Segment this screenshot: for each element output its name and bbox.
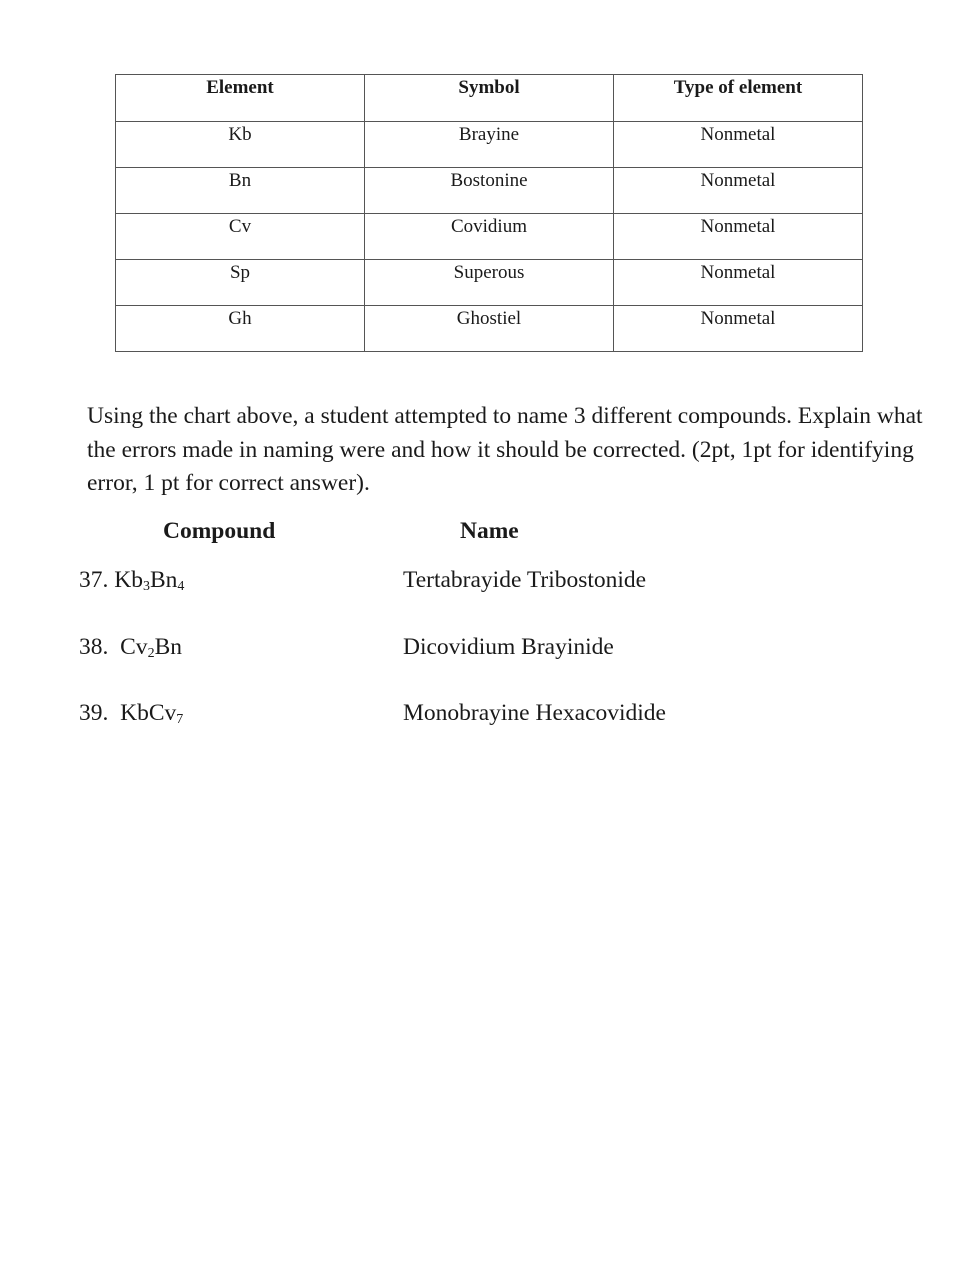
compound-name-38: Dicovidium Brayinide — [403, 634, 614, 660]
column-header-type: Type of element — [614, 75, 863, 122]
question-number: 39. — [79, 700, 109, 726]
formula-part: Bn — [154, 634, 182, 660]
table-header-row — [116, 75, 863, 122]
elements-table — [115, 74, 863, 352]
table-cell: Bostonine — [365, 168, 614, 214]
table-cell: Bn — [116, 168, 365, 214]
table-cell: Ghostiel — [365, 306, 614, 352]
table-cell: Gh — [116, 306, 365, 352]
table-row — [116, 214, 863, 260]
compound-name-39: Monobrayine Hexacovidide — [403, 700, 666, 726]
table-cell: Brayine — [365, 122, 614, 168]
formula-subscript: 4 — [177, 579, 185, 594]
compound-formula-37 — [79, 565, 184, 595]
table-cell: Nonmetal — [614, 260, 863, 306]
table-row — [116, 122, 863, 168]
table-cell: Cv — [116, 214, 365, 260]
question-number: 38. — [79, 634, 109, 660]
table-cell: Nonmetal — [614, 122, 863, 168]
column-header-symbol: Symbol — [365, 75, 614, 122]
column-header-element: Element — [116, 75, 365, 122]
formula-part: Bn — [149, 567, 178, 593]
formula-subscript: 3 — [142, 579, 150, 594]
formula-part: Kb — [114, 567, 143, 593]
compound-formula-38 — [79, 632, 182, 662]
table-cell: Sp — [116, 260, 365, 306]
table-cell: Nonmetal — [614, 306, 863, 352]
table-cell: Nonmetal — [614, 168, 863, 214]
table-row — [116, 306, 863, 352]
compound-column-header: Compound — [163, 518, 276, 544]
table-row — [116, 260, 863, 306]
table-cell: Kb — [116, 122, 365, 168]
table-cell: Superous — [365, 260, 614, 306]
formula-subscript: 7 — [176, 712, 184, 727]
question-number: 37. — [79, 567, 109, 593]
compound-formula-39 — [79, 698, 183, 728]
formula-part: KbCv — [120, 700, 177, 726]
formula-subscript: 2 — [147, 646, 155, 661]
table-cell: Nonmetal — [614, 214, 863, 260]
instructions-paragraph: Using the chart above, a student attempted to name 3 different compounds. Explain what the errors made in naming were and how it should be corrected. (2pt, 1pt for identifying error, 1 pt for correct answer). — [87, 403, 923, 496]
table-cell: Covidium — [365, 214, 614, 260]
table-row — [116, 168, 863, 214]
name-column-header: Name — [460, 518, 519, 544]
formula-part: Cv — [120, 634, 148, 660]
compound-name-37: Tertabrayide Tribostonide — [403, 567, 647, 593]
